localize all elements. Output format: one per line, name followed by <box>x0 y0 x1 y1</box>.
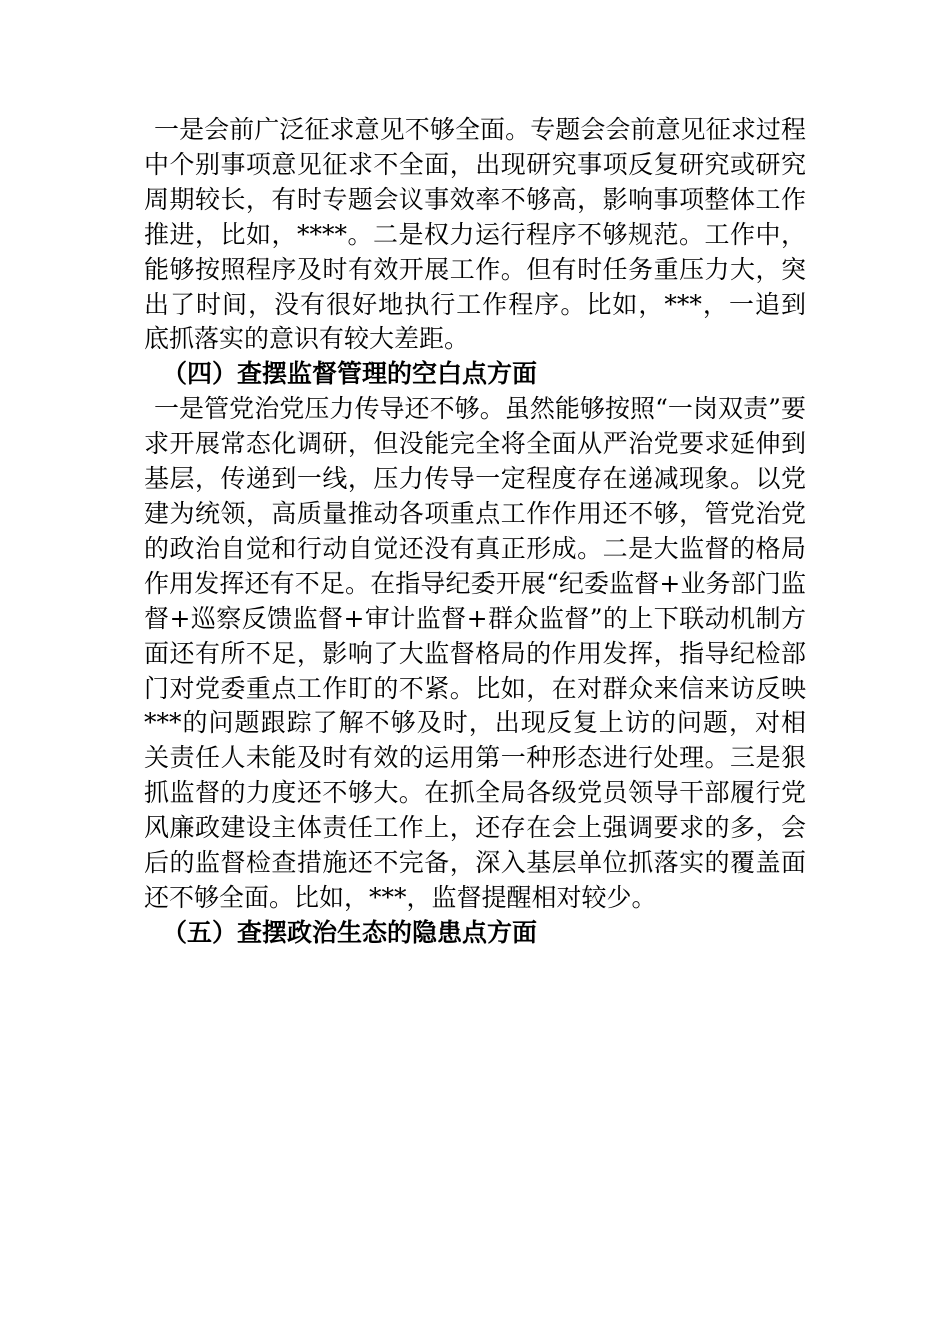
document-body <box>144 113 806 951</box>
section-heading-4: （四）查摆监督管理的空白点方面 <box>162 359 538 389</box>
paragraph-meeting-and-procedure: 一是会前广泛征求意见不够全面。专题会会前意见征求过程中个别事项意见征求不全面，出现研究事项反复研究或研究周期较长，有时专题会议事效率不够高，影响事项整体工作推进，比如，****。二是权力运行程序不够规范。工作中，能够按照程序及时有效开展工作。但有时任务重压力大，突出了时间，没有很好地执行工作程序。比如，***，一追到底抓落实的意识有较大差距。 <box>144 115 806 354</box>
section-heading-5: （五）查摆政治生态的隐患点方面 <box>162 917 538 947</box>
paragraph-supervision-management: 一是管党治党压力传导还不够。虽然能够按照“一岗双责”要求开展常态化调研，但没能完全将全面从严治党要求延伸到基层，传递到一线，压力传导一定程度存在递减现象。以党建为统领，高质量推动各项重点工作作用还不够，管党治党的政治自觉和行动自觉还没有真正形成。二是大监督的格局作用发挥还有不足。在指导纪委开展“纪委监督+业务部门监督+巡察反馈监督+审计监督+群众监督”的上下联动机制方面还有所不足，影响了大监督格局的作用发挥，指导纪检部门对党委重点工作盯的不紧。比如，在对群众来信来访反映***的问题跟踪了解不够及时，出现反复上访的问题，对相关责任人未能及时有效的运用第一种形态进行处理。三是狠抓监督的力度还不够大。在抓全局各级党员领导干部履行党风廉政建设主体责任工作上，还存在会上强调要求的多，会后的监督检查措施还不完备，深入基层单位抓落实的覆盖面还不够全面。比如，***，监督提醒相对较少。 <box>144 394 806 912</box>
